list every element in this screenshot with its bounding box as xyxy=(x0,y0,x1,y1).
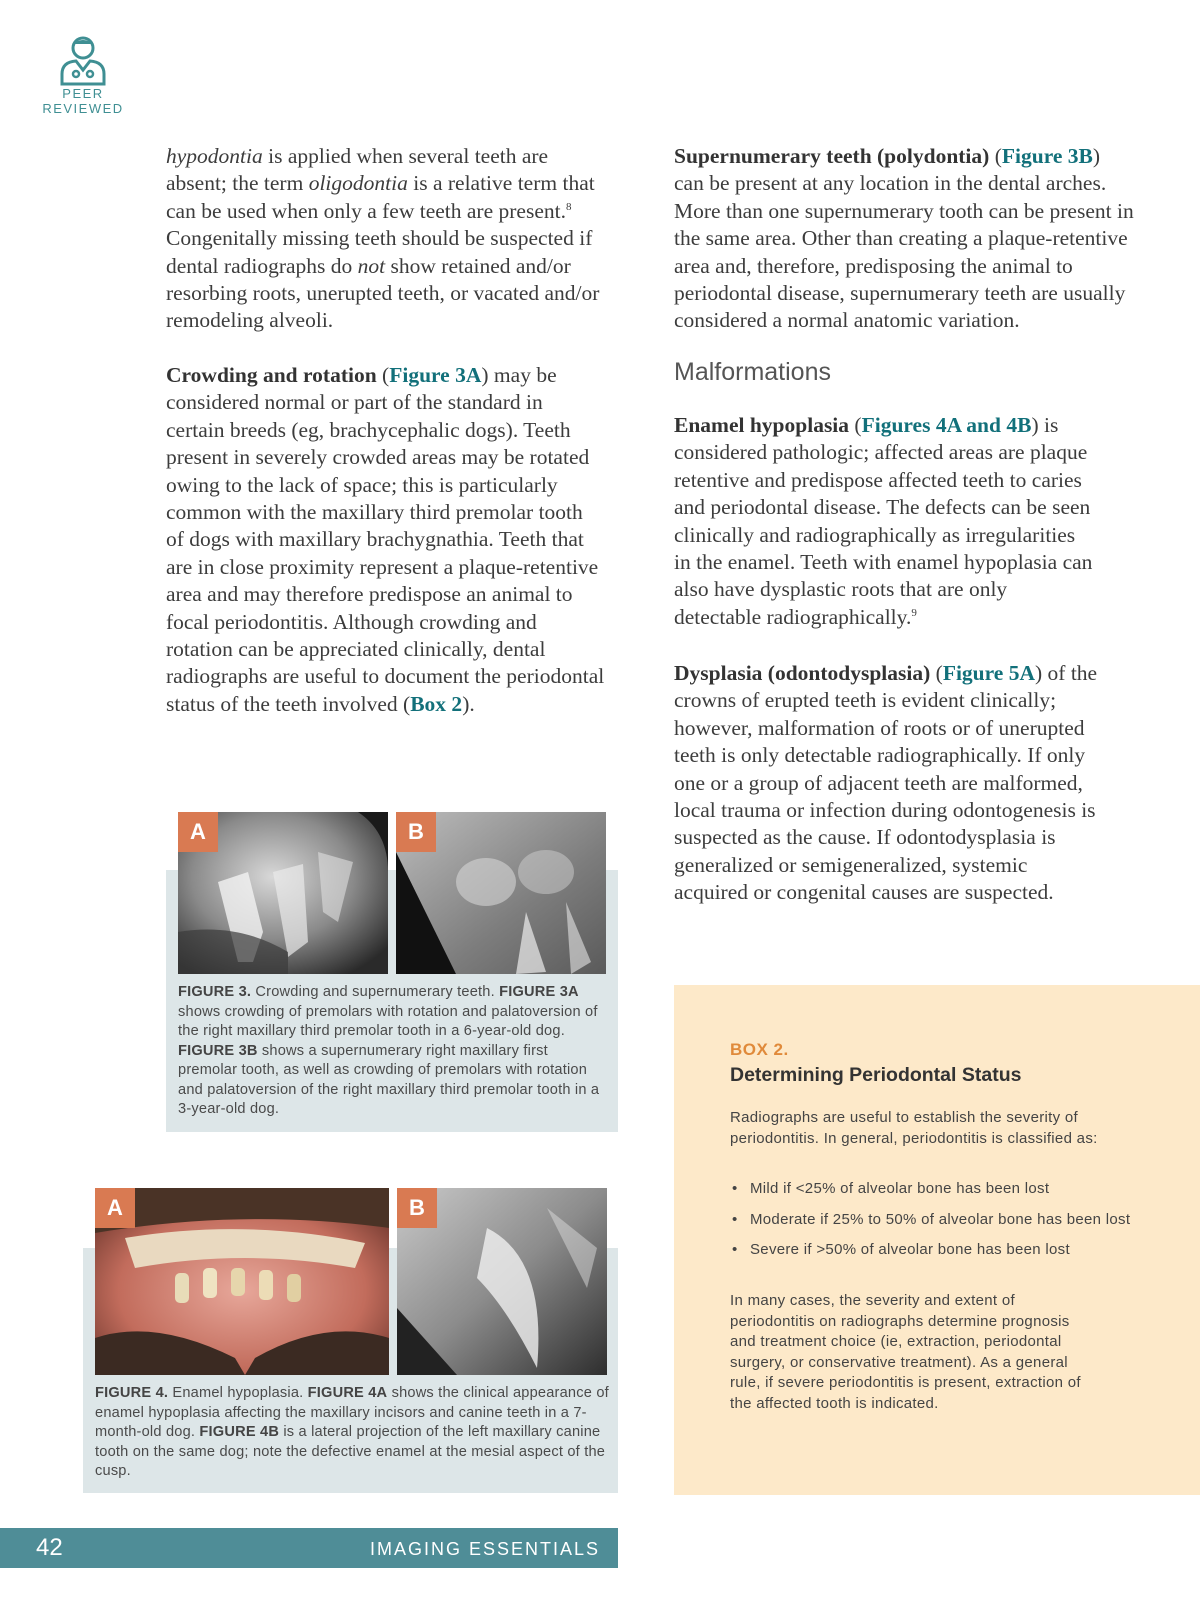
subhead-enamel-hypoplasia: Enamel hypoplasia xyxy=(674,413,850,437)
reference-9: 9 xyxy=(911,606,917,619)
reference-8: 8 xyxy=(565,200,572,213)
box-2-number: BOX 2. xyxy=(730,1040,789,1059)
subhead-supernumerary: Supernumerary teeth (polydontia) xyxy=(674,144,990,168)
periodontitis-classification-list xyxy=(730,1179,1140,1271)
link-figure-3b[interactable]: Figure 3B xyxy=(1001,144,1093,168)
section-title: IMAGING ESSENTIALS xyxy=(369,1539,600,1559)
subhead-dysplasia: Dysplasia (odontodysplasia) xyxy=(674,661,931,685)
box-2-sidebar xyxy=(674,985,1200,1495)
figure-3b-radiograph xyxy=(396,812,606,974)
paragraph-dysplasia: Dysplasia (odontodysplasia) (Figure 5A) of the crowns of erupted teeth is evident clinically; however, malformation of roots or of unerupted teeth is only detectable radiographically. If only one or a group of adjacent teeth are malformed, local trauma or infection during odontogenesis is suspected as the cause. If odontodysplasia is generalized or semigeneralized, systemic acquired or congenital causes are suspected. xyxy=(674,661,1098,905)
figure-4a-tag: A xyxy=(95,1188,135,1228)
list-item: • Severe if >50% of alveolar bone has been lost xyxy=(730,1240,1140,1261)
paragraph-hypodontia: hypodontia is applied when several teeth are absent; the term oligodontia is a relative term that can be used when only a few teeth are present.$^8$ Congenitally missing teeth should be suspected if dental radiographs do not show retained and/or resorbing roots, unerupted teeth, or vacated and/or remodeling alveoli. xyxy=(166,144,600,333)
reviewer-icon xyxy=(58,34,108,86)
figure-4-caption: FIGURE 4. Enamel hypoplasia. FIGURE 4A shows the clinical appearance of enamel hypoplasia affecting the maxillary incisors and canine teeth in a 7-month-old dog. FIGURE 4B is a lateral projection of the left maxillary canine tooth on the same dog; note the defective enamel at the mesial aspect of the cusp. xyxy=(95,1385,609,1479)
figure-3a-radiograph xyxy=(178,812,388,974)
peer-label: PEER xyxy=(62,86,104,101)
page-footer xyxy=(0,1528,618,1568)
reviewed-label: REVIEWED xyxy=(42,101,124,116)
link-figure-3a[interactable]: Figure 3A xyxy=(389,363,482,387)
paragraph-enamel-hypoplasia: Enamel hypoplasia (Figures 4A and 4B) is considered pathologic; affected areas are plaque retentive and predispose affected teeth to caries and periodontal disease. The defects can be seen clinically and radiographically as irregularities in the enamel. Teeth with enamel hypoplasia can also have dysplastic roots that are only detectable radiographically.$^9$ xyxy=(674,413,1093,629)
link-figures-4a-4b[interactable]: Figures 4A and 4B xyxy=(861,413,1032,437)
figure-4b-tag: B xyxy=(397,1188,437,1228)
section-heading-malformations: Malformations xyxy=(674,358,831,386)
term-oligodontia: oligodontia xyxy=(308,171,408,196)
box-2-outro: In many cases, the severity and extent of periodontitis on radiographs determine prognosis and treatment choice (ie, extraction, periodontal surgery, or conservative treatment). As a general rule, if severe periodontitis is present, extraction of the affected tooth is indicated. xyxy=(730,1292,1081,1412)
link-figure-5a[interactable]: Figure 5A xyxy=(942,661,1035,685)
box-2-title: Determining Periodontal Status xyxy=(730,1064,1022,1086)
term-hypodontia: hypodontia xyxy=(166,144,263,168)
paragraph-supernumerary: Supernumerary teeth (polydontia) (Figure 3B) can be present at any location in the dental arches. More than one supernumerary tooth can be present in the same area. Other than creating a plaque-retentive area and, therefore, predisposing the animal to periodontal disease, supernumerary teeth are usually considered a normal anatomic variation. xyxy=(674,144,1134,333)
figure-3-caption: FIGURE 3. Crowding and supernumerary teeth. FIGURE 3A shows crowding of premolars with rotation and palatoversion of the right maxillary third premolar tooth in a 6-year-old dog. FIGURE 3B shows a supernumerary right maxillary first premolar tooth, as well as crowding of premolars with rotation and palatoversion of the right maxillary third premolar tooth in a 3-year-old dog. xyxy=(178,984,600,1117)
list-item: • Mild if <25% of alveolar bone has been lost xyxy=(730,1179,1140,1200)
figure-3-label: FIGURE 3. xyxy=(178,984,252,1000)
paragraph-crowding-rotation: Crowding and rotation (Figure 3A) may be considered normal or part of the standard in certain breeds (eg, brachycephalic dogs). Teeth present in severely crowded areas may be rotated owing to the lack of space; this is particularly common with the maxillary third premolar tooth of dogs with maxillary brachygnathia. Teeth that are in close proximity represent a plaque-retentive area and may therefore predispose an animal to focal periodontitis. Although crowding and rotation can be appreciated clinically, dental radiographs are useful to document the periodontal status of the teeth involved (Box 2). xyxy=(166,363,605,716)
figure-3b-tag: B xyxy=(396,812,436,852)
figure-3a-tag: A xyxy=(178,812,218,852)
link-box-2[interactable]: Box 2 xyxy=(410,691,463,716)
peer-reviewed-badge xyxy=(38,34,128,116)
page-number: 42 xyxy=(36,1534,63,1561)
figure-4b-radiograph xyxy=(397,1188,607,1375)
box-2-intro: Radiographs are useful to establish the severity of periodontitis. In general, periodontitis is classified as: xyxy=(730,1109,1098,1147)
list-item: • Moderate if 25% to 50% of alveolar bone has been lost xyxy=(730,1210,1140,1231)
figure-4-label: FIGURE 4. xyxy=(95,1385,169,1401)
subhead-crowding: Crowding and rotation xyxy=(166,363,377,387)
figure-4a-clinical-photo xyxy=(95,1188,389,1375)
